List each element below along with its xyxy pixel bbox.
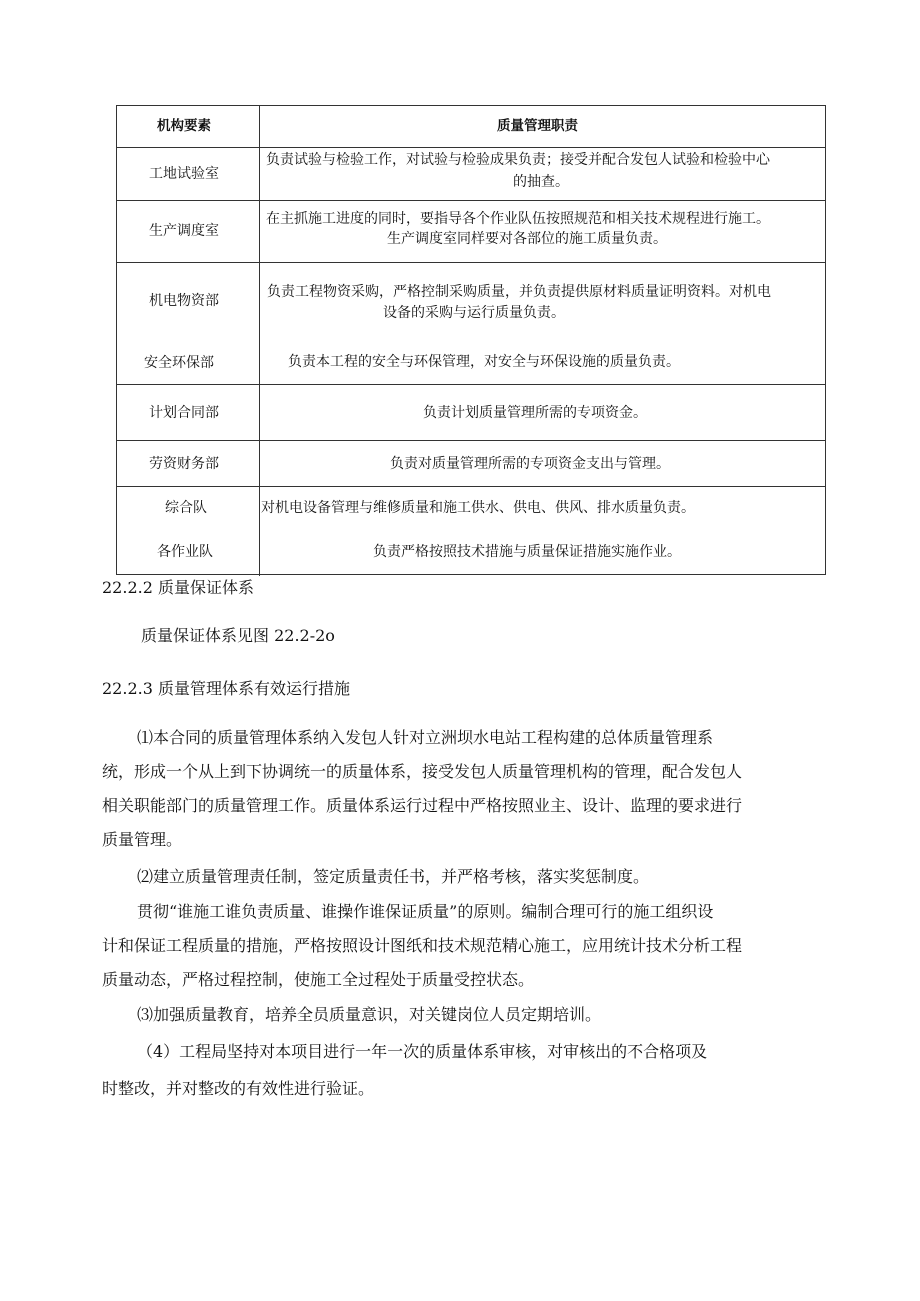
duty-line: 生产调度室同样要对各部位的施工质量负责。	[387, 231, 667, 247]
table-row	[117, 384, 825, 440]
org-cell: 工地试验室	[149, 166, 219, 182]
duty-line: 对机电设备管理与维修质量和施工供水、供电、供风、排水质量负责。	[261, 500, 695, 516]
paragraph-line: ⑶加强质量教育，培养全员质量意识，对关键岗位人员定期培训。	[137, 1005, 602, 1024]
org-cell: 机电物资部	[149, 293, 219, 309]
duty-line: 负责本工程的安全与环保管理，对安全与环保设施的质量负责。	[288, 354, 680, 370]
table-row	[117, 440, 825, 486]
org-cell: 计划合同部	[149, 405, 219, 421]
table-row	[117, 262, 825, 384]
duty-line: 负责对质量管理所需的专项资金支出与管理。	[390, 456, 670, 472]
org-cell: 综合队	[165, 500, 207, 516]
paragraph-line: 统，形成一个从上到下协调统一的质量体系，接受发包人质量管理机构的管理，配合发包人	[102, 762, 743, 781]
org-cell: 安全环保部	[144, 355, 214, 371]
header-duty: 质量管理职责	[497, 118, 578, 134]
paragraph-line: 相关职能部门的质量管理工作。质量体系运行过程中严格按照业主、设计、监理的要求进行	[102, 796, 743, 815]
header-org: 机构要素	[157, 118, 211, 134]
paragraph-line: 时整改，并对整改的有效性进行验证。	[102, 1079, 375, 1098]
table-header-row	[117, 106, 825, 147]
quality-duty-table	[116, 105, 826, 575]
org-cell: 生产调度室	[149, 223, 219, 239]
paragraph-line: 质量动态，严格过程控制，使施工全过程处于质量受控状态。	[102, 970, 535, 989]
table-row	[117, 486, 825, 576]
table-row	[117, 147, 825, 200]
duty-line: 的抽查。	[513, 174, 569, 190]
paragraph-line: 质量管理。	[102, 830, 183, 849]
duty-line: 负责严格按照技术措施与质量保证措施实施作业。	[373, 544, 681, 560]
paragraph-line: 计和保证工程质量的措施，严格按照设计图纸和技术规范精心施工，应用统计技术分析工程	[102, 936, 743, 955]
duty-line: 设备的采购与运行质量负责。	[383, 305, 565, 321]
duty-line: 负责工程物资采购，严格控制采购质量，并负责提供原材料质量证明资料。对机电	[267, 284, 771, 300]
org-cell: 劳资财务部	[149, 456, 219, 472]
org-cell: 各作业队	[157, 544, 213, 560]
table-row	[117, 200, 825, 262]
paragraph-line: 贯彻“谁施工谁负责质量、谁操作谁保证质量”的原则。编制合理可行的施工组织设	[137, 902, 714, 921]
duty-line: 在主抓施工进度的同时，要指导各个作业队伍按照规范和相关技术规程进行施工。	[266, 211, 770, 227]
section-heading-22-2-2: 22.2.2 质量保证体系	[102, 578, 254, 597]
paragraph-line: ⑵建立质量管理责任制，签定质量责任书，并严格考核，落实奖惩制度。	[137, 867, 650, 886]
paragraph-line: （4）工程局坚持对本项目进行一年一次的质量体系审核，对审核出的不合格项及	[137, 1042, 708, 1061]
duty-line: 负责试验与检验工作，对试验与检验成果负责；接受并配合发包人试验和检验中心	[266, 152, 770, 168]
body-line: 质量保证体系见图 22.2-2o	[141, 626, 335, 645]
section-heading-22-2-3: 22.2.3 质量管理体系有效运行措施	[102, 679, 350, 698]
paragraph-line: ⑴本合同的质量管理体系纳入发包人针对立洲坝水电站工程构建的总体质量管理系	[137, 728, 714, 747]
duty-line: 负责计划质量管理所需的专项资金。	[423, 405, 647, 421]
